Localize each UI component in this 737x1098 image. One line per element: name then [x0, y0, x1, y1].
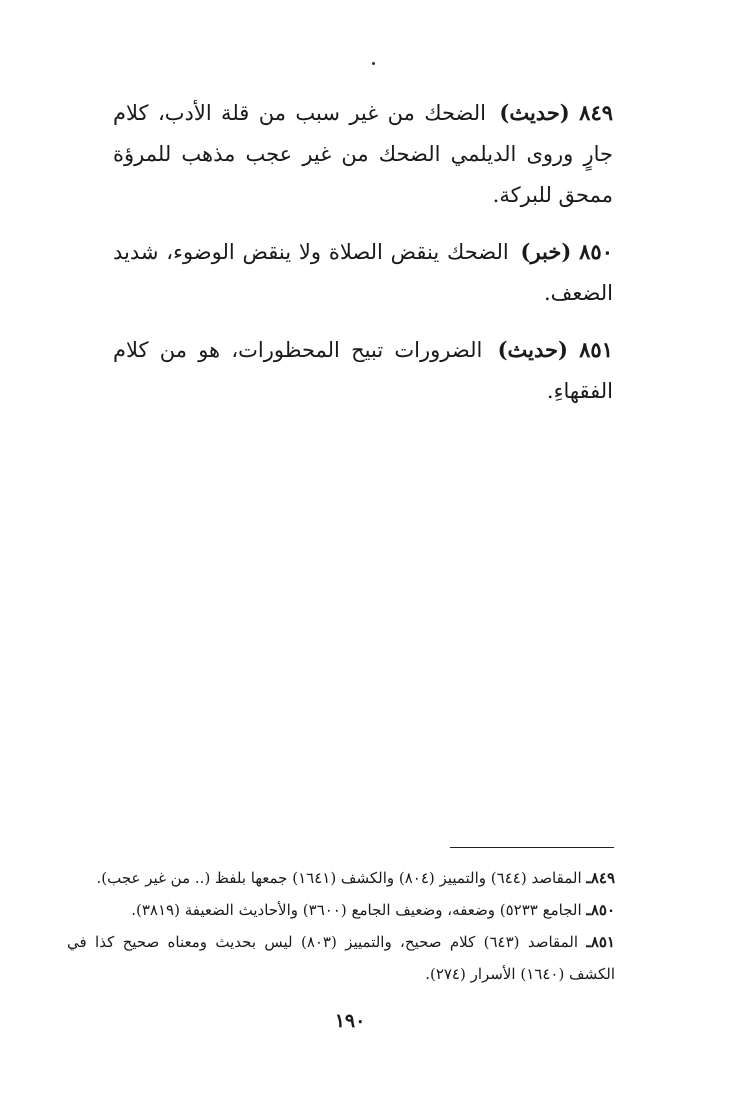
- footnote: [67, 894, 615, 926]
- footnote: [67, 862, 615, 894]
- footnote: [67, 926, 615, 990]
- footnote-number: ٨٥١ـ: [586, 933, 615, 951]
- entry-number: ٨٥١: [579, 337, 613, 362]
- entry-number: ٨٤٩: [579, 100, 614, 125]
- entry-tag: (خبر): [520, 239, 572, 264]
- hadith-entry: [113, 92, 613, 216]
- entry-text: الضرورات تبيح المحظورات، هو من كلام الفقهاءِ.: [113, 338, 613, 403]
- footnote-number: ٨٥٠ـ: [586, 901, 615, 919]
- footnote-number: ٨٤٩ـ: [586, 869, 615, 887]
- footnotes: [67, 862, 615, 990]
- footnote-text: المقاصد (٦٤٣) كلام صحيح، والتمييز (٨٠٣) ليس بحديث ومعناه صحيح كذا في الكشف (١٦٤٠) الأسرار (٢٧٤).: [67, 933, 615, 983]
- page-number: ١٩٠: [334, 1010, 366, 1032]
- hadith-entry: [113, 231, 613, 314]
- entry-tag: (حديث): [497, 337, 568, 362]
- footnote-text: المقاصد (٦٤٤) والتمييز (٨٠٤) والكشف (١٦٤١) جمعها بلفظ (.. من غير عجب).: [96, 869, 582, 887]
- footnote-text: الجامع ٥٢٣٣) وضعفه، وضعيف الجامع (٣٦٠٠) والأحاديث الضعيفة (٣٨١٩).: [131, 901, 582, 919]
- footnote-divider: [450, 847, 614, 848]
- hadith-entry: [113, 329, 613, 412]
- entry-text: الضحك ينقض الصلاة ولا ينقض الوضوء، شديد الضعف.: [113, 240, 613, 305]
- entry-tag: (حديث): [499, 100, 570, 125]
- hadith-entries: [113, 92, 613, 427]
- top-dot-mark: [372, 62, 375, 65]
- entry-text: الضحك من غير سبب من قلة الأدب، كلام جارٍ وروى الديلمي الضحك من غير عجب مذهب للمرؤة ممحق للبركة.: [113, 101, 613, 207]
- entry-number: ٨٥٠: [579, 239, 613, 264]
